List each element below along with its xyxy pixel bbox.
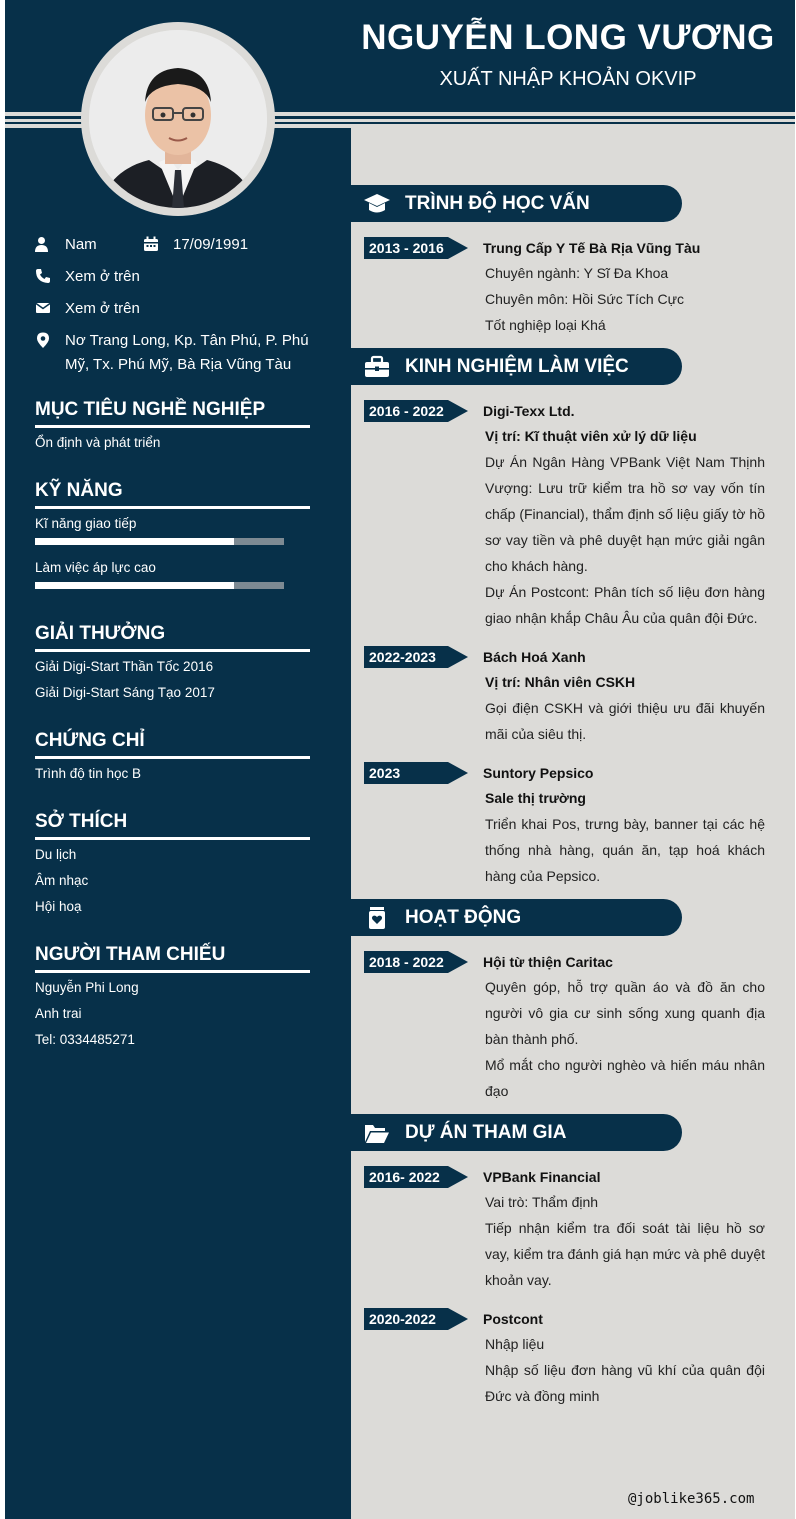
certificate-item: Trình độ tin học B	[35, 766, 142, 781]
date-tag-text: 2016- 2022	[369, 1169, 440, 1185]
date-tag-text: 2022-2023	[369, 649, 436, 665]
skill-bar	[35, 538, 284, 545]
heart-jar-icon	[364, 905, 390, 931]
company-name: Suntory Pepsico	[483, 765, 594, 781]
education-title: TRÌNH ĐỘ HỌC VẤN	[405, 193, 590, 214]
email-icon	[35, 300, 51, 316]
briefcase-icon	[364, 354, 390, 380]
job-description: Dự Án Ngân Hàng VPBank Việt Nam Thịnh Vượng: Lưu trữ kiểm tra hồ sơ vay vốn tín chấp (Financial), thẩm định số liệu giấy tờ hồ sơ vay tiền và phê duyệt hạn mức giải ngân cho khách hàng.	[485, 454, 765, 574]
avatar	[89, 30, 267, 208]
person-icon	[35, 236, 51, 252]
education-section-header	[351, 185, 682, 222]
project-description: Tiếp nhận kiểm tra đối soát tài liệu hồ sơ vay, kiểm tra đánh giá hạn mức và phê duyệt khoản vay.	[485, 1220, 765, 1288]
email-value: Xem ở trên	[65, 300, 140, 317]
date-tag	[364, 1166, 468, 1188]
date-tag	[364, 400, 468, 422]
education-line: Tốt nghiệp loại Khá	[485, 317, 606, 333]
skills-heading: KỸ NĂNG	[35, 480, 310, 509]
company-name: Digi-Texx Ltd.	[483, 403, 575, 419]
date-tag-text: 2016 - 2022	[369, 403, 444, 419]
reference-item: Anh trai	[35, 1006, 82, 1021]
education-line: Chuyên ngành: Y Sĩ Đa Khoa	[485, 265, 669, 281]
project-role: Nhập liệu	[485, 1336, 545, 1352]
experience-title: KINH NGHIỆM LÀM VIỆC	[405, 356, 629, 377]
project-role: Vai trò: Thẩm định	[485, 1194, 599, 1210]
hobby-item: Hội hoạ	[35, 899, 82, 914]
date-tag-text: 2020-2022	[369, 1311, 436, 1327]
address-value: Nơ Trang Long, Kp. Tân Phú, P. Phú Mỹ, Tx. Phú Mỹ, Bà Rịa Vũng Tàu	[65, 332, 309, 373]
activities-section-header	[351, 899, 682, 936]
awards-heading: GIẢI THƯỞNG	[35, 623, 310, 652]
folder-open-icon	[364, 1120, 390, 1146]
reference-item: Tel: 0334485271	[35, 1032, 135, 1047]
skill-bar	[35, 582, 284, 589]
date-tag-text: 2013 - 2016	[369, 240, 444, 256]
date-tag-text: 2023	[369, 765, 401, 781]
job-role: Vị trí: Nhân viên CSKH	[485, 674, 636, 690]
reference-item: Nguyễn Phi Long	[35, 980, 139, 995]
gender-value: Nam	[65, 236, 97, 253]
skill-name: Làm việc áp lực cao	[35, 560, 156, 575]
project-description: Nhập số liệu đơn hàng vũ khí của quân đội Đức và đồng minh	[485, 1362, 765, 1404]
objective-heading: MỤC TIÊU NGHỀ NGHIỆP	[35, 399, 310, 428]
candidate-name: NGUYỄN LONG VƯƠNG	[361, 18, 775, 57]
date-tag	[364, 1308, 468, 1330]
hobby-item: Du lịch	[35, 847, 77, 862]
certificates-heading: CHỨNG CHỈ	[35, 730, 310, 759]
phone-value: Xem ở trên	[65, 268, 140, 285]
experience-section-header	[351, 348, 682, 385]
company-name: Bách Hoá Xanh	[483, 649, 586, 665]
hobby-item: Âm nhạc	[35, 873, 89, 888]
job-role: Vị trí: Kĩ thuật viên xử lý dữ liệu	[485, 428, 697, 444]
activity-description: Quyên góp, hỗ trợ quần áo và đồ ăn cho người vô gia cư sinh sống xung quanh địa bàn thành phố.	[485, 979, 765, 1047]
location-pin-icon	[35, 332, 51, 348]
job-description: Dự Án Postcont: Phân tích số liệu đơn hàng giao nhận khắp Châu Âu của quân đội Đức.	[485, 584, 765, 626]
award-item: Giải Digi-Start Sáng Tạo 2017	[35, 685, 215, 700]
school-name: Trung Cấp Y Tế Bà Rịa Vũng Tàu	[483, 240, 701, 256]
job-title: XUẤT NHẬP KHOẢN OKVIP	[439, 68, 697, 90]
references-heading: NGƯỜI THAM CHIẾU	[35, 944, 310, 973]
graduation-cap-icon	[364, 191, 390, 217]
activity-description: Mổ mắt cho người nghèo và hiến máu nhân đạo	[485, 1057, 765, 1099]
date-tag	[364, 237, 468, 259]
activities-title: HOẠT ĐỘNG	[405, 907, 522, 928]
skill-name: Kĩ năng giao tiếp	[35, 516, 137, 531]
skill-bar-fill	[35, 538, 234, 545]
job-role: Sale thị trường	[485, 790, 586, 806]
hobbies-heading: SỞ THÍCH	[35, 811, 310, 840]
award-item: Giải Digi-Start Thần Tốc 2016	[35, 659, 214, 674]
dob-value: 17/09/1991	[173, 236, 249, 253]
phone-icon	[35, 268, 51, 284]
project-name: VPBank Financial	[483, 1169, 601, 1185]
job-description: Gọi điện CSKH và giới thiệu ưu đãi khuyến mãi của siêu thị.	[485, 700, 765, 742]
projects-title: DỰ ÁN THAM GIA	[405, 1122, 567, 1143]
education-line: Chuyên môn: Hồi Sức Tích Cực	[485, 291, 685, 307]
objective-text: Ổn định và phát triển	[35, 435, 161, 450]
date-tag-text: 2018 - 2022	[369, 954, 444, 970]
calendar-icon	[143, 236, 159, 252]
projects-section-header	[351, 1114, 682, 1151]
watermark: @joblike365.com	[628, 1491, 755, 1507]
date-tag	[364, 762, 468, 784]
date-tag	[364, 951, 468, 973]
job-description: Triển khai Pos, trưng bày, banner tại các hệ thống nhà hàng, quán ăn, tạp hoá khách hàng của Pepsico.	[485, 816, 765, 884]
skill-bar-fill	[35, 582, 234, 589]
organization-name: Hội từ thiện Caritac	[483, 954, 613, 970]
project-name: Postcont	[483, 1311, 543, 1327]
date-tag	[364, 646, 468, 668]
